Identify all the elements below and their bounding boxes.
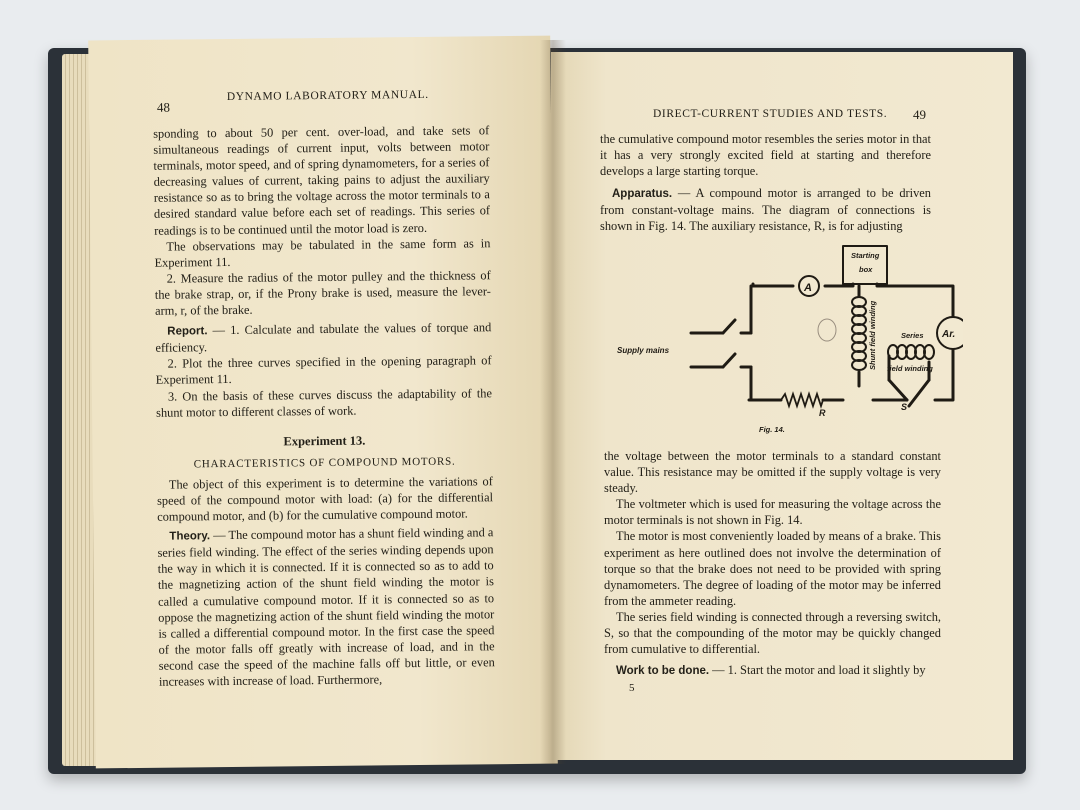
paragraph: sponding to about 50 per cent. over-load, and take sets of simultaneous readings of current input, volts between motor terminals, motor speed, and of spring dynamometers, for a series of decreasing values of current, taking pains to adjust the auxiliary resistance so as to bring the voltage across the motor terminals to a desired standard value before each set of readings. This series of readings is to be continued until the motor load is zero. (153, 123, 491, 238)
signature-mark: 5 (629, 682, 635, 694)
apparatus-text: — A compound motor is arranged to be driven from constant-voltage mains. The diagram of connections is shown in Fig. 14. The auxiliary resistance, R, is for adjusting (600, 186, 931, 234)
paragraph: the cumulative compound motor resembles the series motor in that it has a very strongly excited field at starting and therefore develops a large starting torque. (600, 132, 931, 179)
armature-label: Ar. (942, 329, 956, 340)
apparatus-label: Apparatus. (612, 188, 673, 201)
series-coil (888, 345, 934, 359)
paragraph: 3. On the basis of these curves discuss the adaptability of the shunt motor to different classes of work. (156, 385, 492, 420)
experiment-title: Experiment 13. (283, 433, 366, 449)
right-body-bottom (604, 448, 941, 679)
report-text: — 1. Calculate and tabulate the values of torque and efficiency. (155, 320, 492, 355)
right-body-top (600, 131, 931, 235)
switch-label: S (901, 402, 908, 412)
series-winding-label: field winding (887, 364, 933, 373)
report-label: Report. (167, 325, 208, 338)
theory-label: Theory. (169, 530, 211, 543)
left-page-number: 48 (156, 99, 170, 115)
work-label: Work to be done. (616, 665, 710, 678)
right-page-number: 49 (913, 107, 926, 122)
right-running-head: DIRECT-CURRENT STUDIES AND TESTS. (653, 108, 888, 120)
paragraph: The motor is most conveniently loaded by means of a brake. This experiment as here outlined does not involve the determination of torque so that the brake does not need to be provided with spring dynamometers. The degree of loading of the motor may be inferred from the ammeter reading. (604, 529, 941, 608)
apparatus-paragraph (600, 185, 931, 234)
supply-mains-label: Supply mains (617, 346, 670, 355)
report-paragraph (155, 319, 491, 356)
pencil-mark (818, 319, 836, 341)
work-paragraph (604, 662, 941, 679)
right-page (551, 52, 1013, 760)
work-text: — 1. Start the motor and load it slightly by (709, 663, 926, 678)
starting-box-label: Starting (851, 251, 880, 260)
left-running-head: DYNAMO LABORATORY MANUAL. (226, 88, 429, 103)
resistance-label: R (819, 408, 826, 418)
resistor-symbol (781, 394, 823, 406)
paragraph: 2. Measure the radius of the motor pulley and the thickness of the brake strap, or, if the Prony brake is used, measure the lever-arm, r, of the brake. (154, 268, 491, 318)
paragraph: The voltmeter which is used for measuring the voltage across the motor terminals is not shown in Fig. 14. (604, 497, 941, 528)
theory-paragraph (157, 524, 495, 689)
series-label: Series (901, 331, 924, 340)
ammeter-label: A (804, 282, 812, 294)
paragraph: The observations may be tabulated in the same form as in Experiment 11. (154, 235, 491, 270)
starting-box-label-2: box (859, 265, 873, 274)
shunt-coil (852, 297, 866, 370)
book-gutter (540, 40, 566, 764)
circuit-diagram (603, 240, 963, 450)
left-body (153, 122, 495, 690)
paragraph: The series field winding is connected through a reversing switch, S, so that the compounding of the motor may be quickly changed from cumulative to differential. (604, 609, 941, 657)
paragraph: The object of this experiment is to determine the variations of speed of the compound motor with load: (a) for the differential compound motor, and (b) for the cumulative compound motor. (156, 474, 494, 524)
paragraph: the voltage between the motor terminals to a standard constant value. This resistance may be omitted if the supply voltage is very steady. (604, 449, 941, 496)
paragraph: 2. Plot the three curves specified in the opening paragraph of Experiment 11. (155, 353, 492, 388)
left-page (88, 36, 558, 769)
theory-text: — The compound motor has a shunt field winding and a series field winding. The effect of the series winding depends upon the way in which it is connected. If it is connected so as to add to the magnetizing action of the shunt field winding the motor is called a cumulative compound motor. If it is connected so as to oppose the magnetizing action of the shunt field winding the motor is called a differential compound motor. In the first case the speed of the motor falls off greatly with increase of load, and in the second case the speed of the machine falls off but little, or even increases with increase of load. Furthermore, (157, 525, 495, 689)
shunt-winding-label: Shunt field winding (868, 300, 877, 370)
experiment-subtitle: CHARACTERISTICS OF COMPOUND MOTORS. (193, 455, 456, 471)
figure-caption: Fig. 14. (759, 425, 785, 434)
